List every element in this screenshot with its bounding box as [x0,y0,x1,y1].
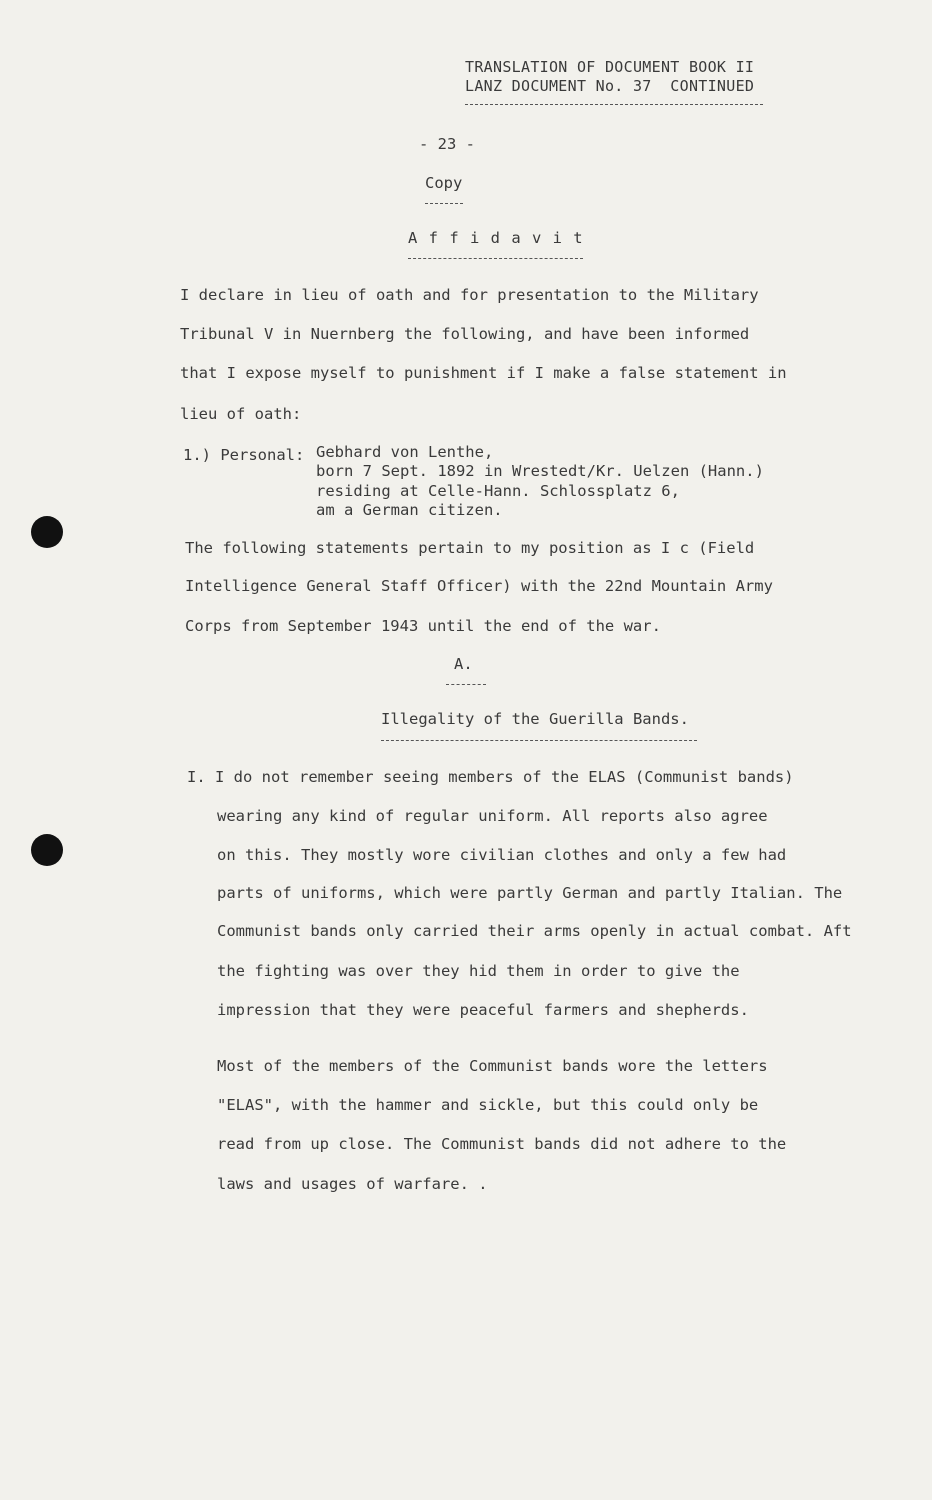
personal-label: 1.) Personal: [183,446,305,464]
section-heading: Illegality of the Guerilla Bands. [381,710,689,728]
header-line-2: LANZ DOCUMENT No. 37 CONTINUED [465,77,755,95]
position-line: Corps from September 1943 until the end of the war. [185,617,661,635]
paragraph-line: parts of uniforms, which were partly German and partly Italian. The [217,884,843,902]
section-letter: A. [454,655,473,673]
personal-line: Gebhard von Lenthe, [316,443,494,461]
position-line: Intelligence General Staff Officer) with the 22nd Mountain Army [185,577,773,595]
paragraph-line: "ELAS", with the hammer and sickle, but this could only be [217,1096,759,1114]
position-line: The following statements pertain to my position as I c (Field [185,539,755,557]
paragraph-line: I. I do not remember seeing members of the ELAS (Communist bands) [187,768,794,786]
paragraph-line: Most of the members of the Communist bands wore the letters [217,1057,768,1075]
copy-label: Copy [425,174,463,192]
header-line-1: TRANSLATION OF DOCUMENT BOOK II [465,58,755,76]
page-number: - 23 - [419,135,475,153]
intro-line: that I expose myself to punishment if I make a false statement in [180,364,787,382]
copy-underline [425,203,463,204]
personal-line: am a German citizen. [316,501,503,519]
title-underline [408,258,583,259]
paragraph-line: laws and usages of warfare. . [217,1175,488,1193]
personal-line: residing at Celle-Hann. Schlossplatz 6, [316,482,680,500]
header-underline [465,104,763,105]
intro-line: Tribunal V in Nuernberg the following, and have been informed [180,325,750,343]
document-title: A f f i d a v i t [408,229,584,247]
paragraph-line: wearing any kind of regular uniform. All reports also agree [217,807,768,825]
paragraph-line: on this. They mostly wore civilian clothes and only a few had [217,846,787,864]
paragraph-line: Communist bands only carried their arms openly in actual combat. Aft [217,922,852,940]
section-letter-underline [446,684,486,685]
personal-line: born 7 Sept. 1892 in Wrestedt/Kr. Uelzen (Hann.) [316,462,764,480]
punch-hole-bottom [31,834,63,866]
paragraph-line: the fighting was over they hid them in order to give the [217,962,740,980]
intro-line: lieu of oath: [180,405,302,423]
punch-hole-top [31,516,63,548]
paragraph-line: impression that they were peaceful farmers and shepherds. [217,1001,749,1019]
intro-line: I declare in lieu of oath and for presentation to the Military [180,286,759,304]
paragraph-line: read from up close. The Communist bands did not adhere to the [217,1135,787,1153]
section-heading-underline [381,740,697,741]
